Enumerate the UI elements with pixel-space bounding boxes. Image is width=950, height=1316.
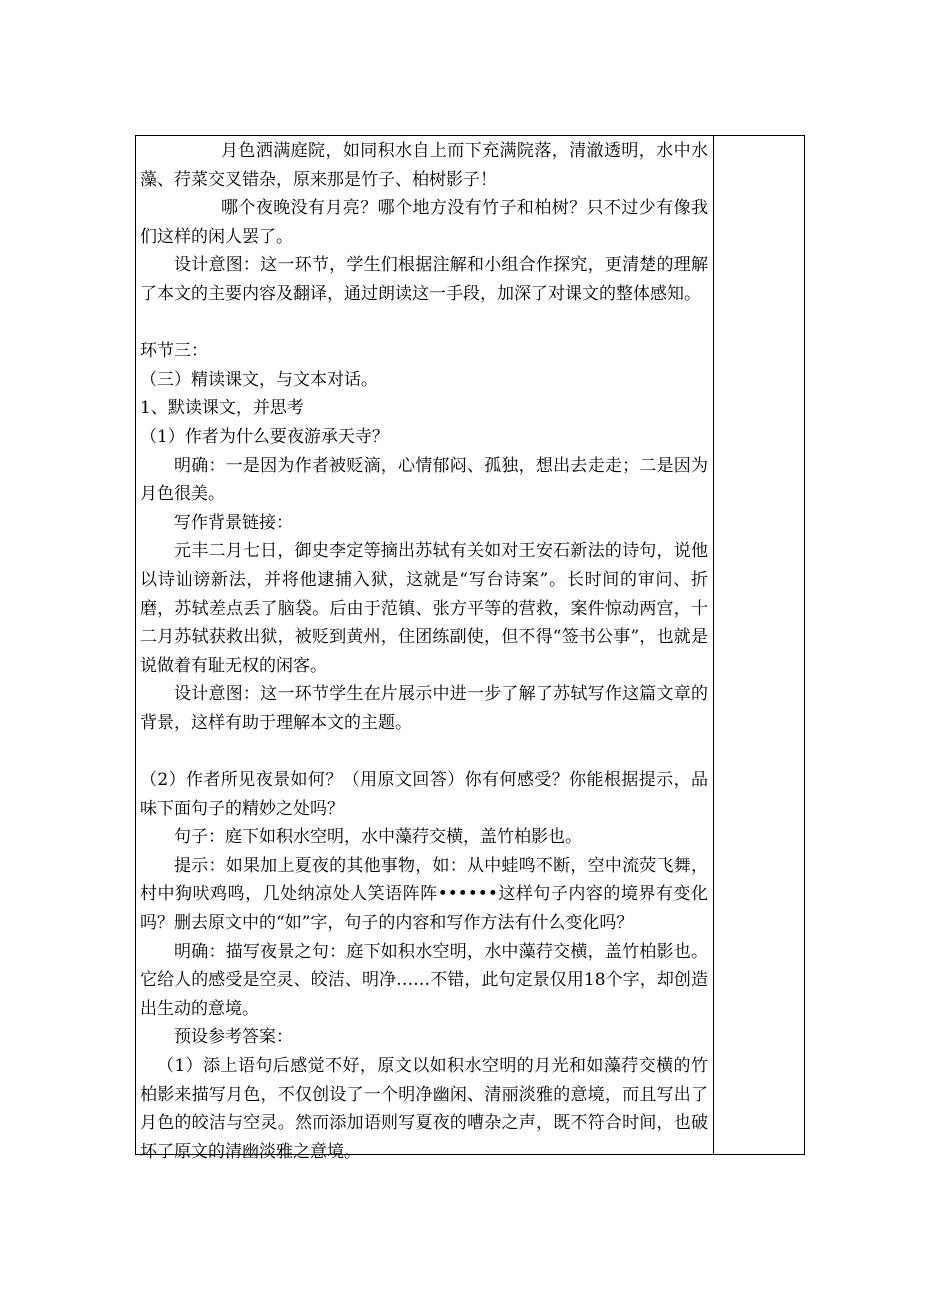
paragraph: 提示：如果加上夏夜的其他事物，如：从中蛙鸣不断，空中流荧飞舞，村中狗吠鸡鸣，几处纳凉处人笑语阵阵••••••这样句子内容的境界有变化吗？删去原文中的“如”字，句子的内容和写作方法有什么变化吗？ <box>140 855 708 934</box>
question: （1）作者为什么要夜游承天寺？ <box>140 426 389 447</box>
lesson-plan-table <box>135 135 805 1162</box>
paragraph: 句子：庭下如积水空明，水中藻荇交横，盖竹柏影也。 <box>174 827 582 848</box>
blank-line <box>140 737 708 766</box>
paragraph: （三）精读课文，与文本对话。 <box>140 369 378 390</box>
section-heading: 环节三： <box>140 341 208 362</box>
notes-cell <box>714 136 804 1154</box>
paragraph: 预设参考答案： <box>174 1027 293 1048</box>
lesson-text <box>140 137 708 1166</box>
paragraph: 月色洒满庭院，如同积水自上而下充满院落，清澈透明，水中水藻、荇菜交叉错杂，原来那是竹子、柏树影子！ <box>140 141 708 190</box>
question: （2）作者所见夜景如何？（用原文回答）你有何感受？你能根据提示，品味下面句子的精妙之处吗？ <box>140 770 708 819</box>
paragraph: 元丰二月七日，御史李定等摘出苏轼有关如对王安石新法的诗句，说他以诗讪谤新法，并将他逮捕入狱，这就是“写台诗案”。长时间的审问、折磨，苏轼差点丢了脑袋。后由于范镇、张方平等的营救，案件惊动两宫，十二月苏轼获救出狱，被贬到黄州，住团练副使，但不得“签书公事”，也就是说做着有耻无权的闲客。 <box>140 541 708 676</box>
paragraph: 1、默读课文，并思考 <box>140 398 304 419</box>
paragraph: 写作背景链接： <box>174 512 293 533</box>
paragraph: 哪个夜晚没有月亮？哪个地方没有竹子和柏树？只不过少有像我们这样的闲人罢了。 <box>140 198 708 247</box>
paragraph: 设计意图：这一环节，学生们根据注解和小组合作探究，更清楚的理解了本文的主要内容及翻译，通过朗读这一手段，加深了对课文的整体感知。 <box>140 255 708 304</box>
paragraph: 明确：描写夜景之句：庭下如积水空明，水中藻荇交横，盖竹柏影也。它给人的感受是空灵、皎洁、明净……不错，此句定景仅用18个字，却创造出生动的意境。 <box>140 941 708 1019</box>
paragraph: （1）添上语句后感觉不好，原文以如积水空明的月光和如藻荇交横的竹柏影来描写月色，不仅创设了一个明净幽闲、清丽淡雅的意境，而且写出了月色的皎洁与空灵。然而添加语则写夏夜的嘈杂之声，既不符合时间，也破坏了原文的清幽淡雅之意境。 <box>140 1056 708 1162</box>
paragraph: 明确：一是因为作者被贬滴，心情郁闷、孤独，想出去走走；二是因为月色很美。 <box>140 455 708 505</box>
paragraph: 设计意图：这一环节学生在片展示中进一步了解了苏轼写作这篇文章的背景，这样有助于理解本文的主题。 <box>140 684 708 733</box>
content-cell <box>136 136 714 1162</box>
blank-line <box>140 309 708 338</box>
